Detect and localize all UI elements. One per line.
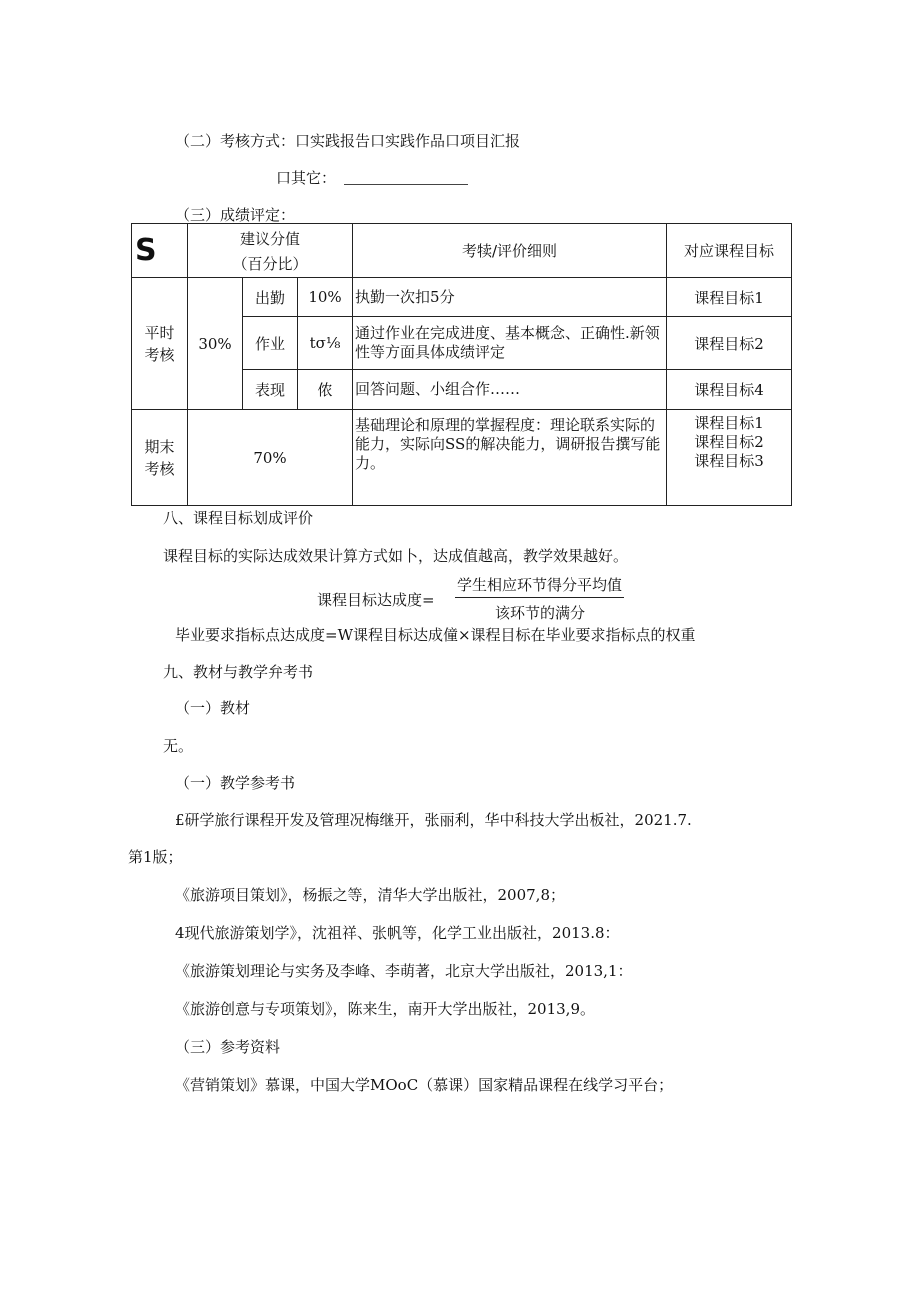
textbook-heading: （一）教材 [175,699,251,717]
row-pct: 侬 [298,370,353,410]
textbook-value: 无。 [163,737,194,755]
assessment-method-line: （二）考核方式：口实践报告口实践作品口项目汇报 [175,132,521,150]
row-goal: 课程目标1 [667,278,792,317]
row-item: 表现 [243,370,298,410]
row-rule: 回答问题、小组合作…… [353,370,667,410]
row-pct: 10% [298,278,353,317]
reference-heading: （一）教学参考书 [175,774,296,792]
final-goal: 课程目标2 [694,433,764,451]
final-label: 期末考核 [132,410,188,506]
grading-heading: （三）成绩评定： [175,206,296,224]
materials-item: 《营销策划》慕课，中国大学MOoC（慕课）国家精品课程在线学习平台； [175,1076,674,1094]
final-pct: 70% [188,410,353,506]
blank-underline [344,170,468,185]
header-score-cell [188,224,353,278]
formula-label: 课程目标达成度= [317,591,435,609]
table-row-final [132,410,792,506]
header-score: 建议分值 [240,229,301,248]
final-goals [667,410,792,506]
formula-numerator: 学生相应环节得分平均值 [455,574,624,598]
header-criteria: 考犊/评价细则 [353,224,667,278]
formula-fraction [455,574,624,623]
regular-pct: 30% [188,278,243,410]
reference-item: 《旅游策划理论与实务及李峰、李萌著，北京大学出版社，2013,1： [175,962,633,980]
table-header-row [132,224,792,278]
table-row [132,278,792,317]
assessment-other-line [276,168,468,188]
section8-intro: 课程目标的实际达成效果计算方式如卜，达成值越高，教学效果越好。 [163,547,629,565]
materials-heading: （三）参考资料 [175,1038,281,1056]
row-item: 出勤 [243,278,298,317]
reference-item: 4现代旅游策划学》，沈祖祥、张帆等，化学工业出版社，2013.8： [175,924,620,942]
section9-title: 九、教材与教学弁考书 [163,663,314,681]
final-goal: 课程目标1 [694,414,764,432]
section8-title: 八、课程目标划成评价 [163,509,314,527]
reference-item: £研学旅行课程开发及管理况梅继开，张丽利，华中科技大学出板社，2021.7. [175,811,692,829]
row-goal: 课程目标2 [667,317,792,370]
row-item: 作业 [243,317,298,370]
row-pct: tσ⅛ [298,317,353,370]
formula-2: 毕业要求指标点达成度=W课程目标达成僮×课程目标在毕业要求指标点的权重 [175,626,696,644]
final-goal: 课程目标3 [694,452,764,470]
reference-item: 《旅游项目策划》，杨振之等，清华大学出版社，2007,8； [175,886,565,904]
assessment-other-label: 口其它： [276,169,337,187]
corner-symbol-icon: S [135,232,157,268]
row-rule: 执勤一次扣5分 [353,278,667,317]
row-goal: 课程目标4 [667,370,792,410]
reference-item: 第1版； [128,848,183,866]
header-score-sub: （百分比） [232,254,308,273]
grading-table [131,223,792,506]
formula-denominator: 该环节的满分 [495,604,586,622]
reference-item: 《旅游创意与专项策划》，陈来生，南开大学出版社，2013,9。 [175,1000,595,1018]
final-rule: 基础理论和原理的掌握程度：理论联系实际的能力，实际向SS的解决能力，调研报告撰写能力。 [353,410,667,506]
row-rule: 通过作业在完成进度、基本概念、正确性.新领性等方面具体成绩评定 [353,317,667,370]
regular-label: 平时考核 [132,278,188,410]
header-goal: 对应课程目标 [667,224,792,278]
